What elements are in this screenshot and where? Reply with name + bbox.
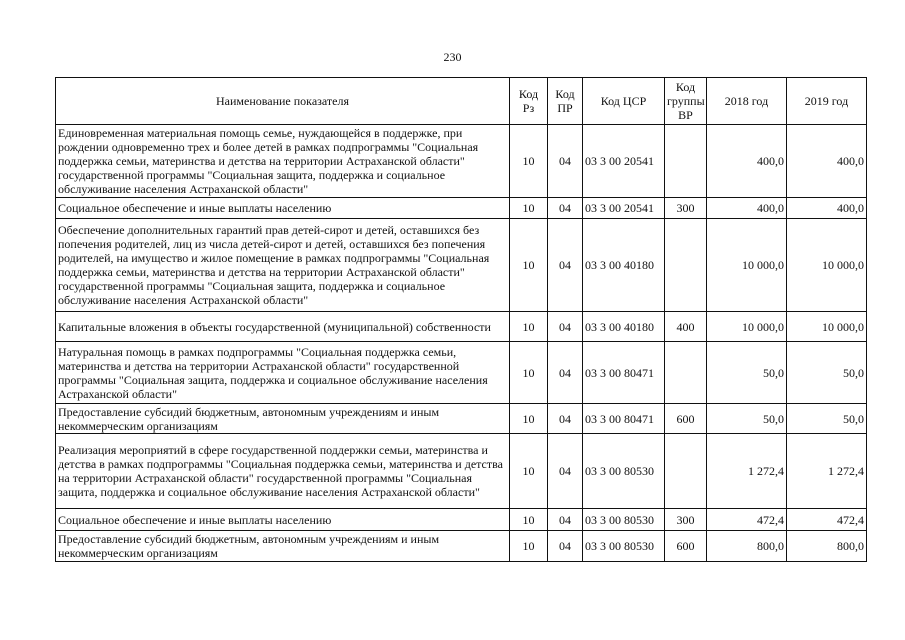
row-2018: 1 272,4 [707,434,787,509]
header-csr: Код ЦСР [583,78,665,125]
row-csr: 03 3 00 20541 [583,125,665,198]
row-2019: 50,0 [787,404,867,434]
row-rz: 10 [510,342,548,404]
table-row [56,312,867,342]
table-row [56,531,867,562]
row-2018: 472,4 [707,509,787,531]
row-csr: 03 3 00 80471 [583,404,665,434]
row-name: Социальное обеспечение и иные выплаты населению [56,198,510,219]
row-rz: 10 [510,509,548,531]
table-row [56,434,867,509]
row-name: Социальное обеспечение и иные выплаты населению [56,509,510,531]
row-2019: 472,4 [787,509,867,531]
row-2019: 50,0 [787,342,867,404]
row-rz: 10 [510,434,548,509]
row-csr: 03 3 00 40180 [583,312,665,342]
row-csr: 03 3 00 40180 [583,219,665,312]
row-name: Единовременная материальная помощь семье, нуждающейся в поддержке, при рождении одновременно трех и более детей в рамках подпрограммы "Социальная поддержка семьи, материнства и детства на территории Астраханской области" государственной программы "Социальная защита, поддержка и социальное обслуживание населения Астраханской области" [56,125,510,198]
table-header-row [56,78,867,125]
row-pr: 04 [548,342,583,404]
row-vr [665,342,707,404]
row-2018: 50,0 [707,342,787,404]
row-rz: 10 [510,312,548,342]
row-vr: 300 [665,198,707,219]
row-name: Предоставление субсидий бюджетным, автономным учреждениям и иным некоммерческим организациям [56,404,510,434]
row-2018: 800,0 [707,531,787,562]
row-vr: 600 [665,531,707,562]
row-rz: 10 [510,219,548,312]
row-pr: 04 [548,312,583,342]
table-row [56,509,867,531]
row-pr: 04 [548,219,583,312]
row-rz: 10 [510,531,548,562]
row-rz: 10 [510,198,548,219]
row-vr [665,434,707,509]
row-csr: 03 3 00 80530 [583,509,665,531]
row-name: Предоставление субсидий бюджетным, автономным учреждениям и иным некоммерческим организациям [56,531,510,562]
row-vr [665,219,707,312]
row-2018: 400,0 [707,198,787,219]
row-pr: 04 [548,404,583,434]
row-name: Обеспечение дополнительных гарантий прав детей-сирот и детей, оставшихся без попечения родителей, лиц из числа детей-сирот и детей, оставшихся без попечения родителей, на имущество и жилое помещение в рамках подпрограммы "Социальная поддержка семьи, материнства и детства на территории Астраханской области" государственной программы "Социальная защита, поддержка и социальное обслуживание населения Астраханской области" [56,219,510,312]
row-2019: 10 000,0 [787,219,867,312]
row-2019: 400,0 [787,125,867,198]
row-2019: 400,0 [787,198,867,219]
page-number: 230 [443,50,462,64]
row-csr: 03 3 00 80471 [583,342,665,404]
header-2019: 2019 год [787,78,867,125]
row-2019: 800,0 [787,531,867,562]
row-pr: 04 [548,125,583,198]
row-2019: 1 272,4 [787,434,867,509]
header-name: Наименование показателя [56,78,510,125]
table-row [56,125,867,198]
row-name: Реализация мероприятий в сфере государственной поддержки семьи, материнства и детства в рамках подпрограммы "Социальная поддержка семьи, материнства и детства на территории Астраханской области" государственной программы "Социальная защита, поддержка и социальное обслуживание населения Астраханской области" [56,434,510,509]
row-2018: 400,0 [707,125,787,198]
row-vr [665,125,707,198]
row-pr: 04 [548,198,583,219]
header-2018: 2018 год [707,78,787,125]
row-vr: 600 [665,404,707,434]
row-rz: 10 [510,125,548,198]
row-2019: 10 000,0 [787,312,867,342]
budget-table [55,77,867,562]
row-rz: 10 [510,404,548,434]
row-csr: 03 3 00 80530 [583,531,665,562]
header-rz: Код Рз [510,78,548,125]
row-2018: 10 000,0 [707,219,787,312]
row-pr: 04 [548,531,583,562]
row-2018: 50,0 [707,404,787,434]
row-vr: 400 [665,312,707,342]
row-pr: 04 [548,434,583,509]
table-row [56,404,867,434]
row-csr: 03 3 00 20541 [583,198,665,219]
table-row [56,198,867,219]
row-name: Натуральная помощь в рамках подпрограммы "Социальная поддержка семьи, материнства и детства на территории Астраханской области" государственной программы "Социальная защита, поддержка и социальное обслуживание населения Астраханской области" [56,342,510,404]
row-vr: 300 [665,509,707,531]
table-row [56,342,867,404]
row-2018: 10 000,0 [707,312,787,342]
row-name: Капитальные вложения в объекты государственной (муниципальной) собственности [56,312,510,342]
row-csr: 03 3 00 80530 [583,434,665,509]
header-pr: Код ПР [548,78,583,125]
header-vr: Код группы ВР [665,78,707,125]
table-row [56,219,867,312]
row-pr: 04 [548,509,583,531]
